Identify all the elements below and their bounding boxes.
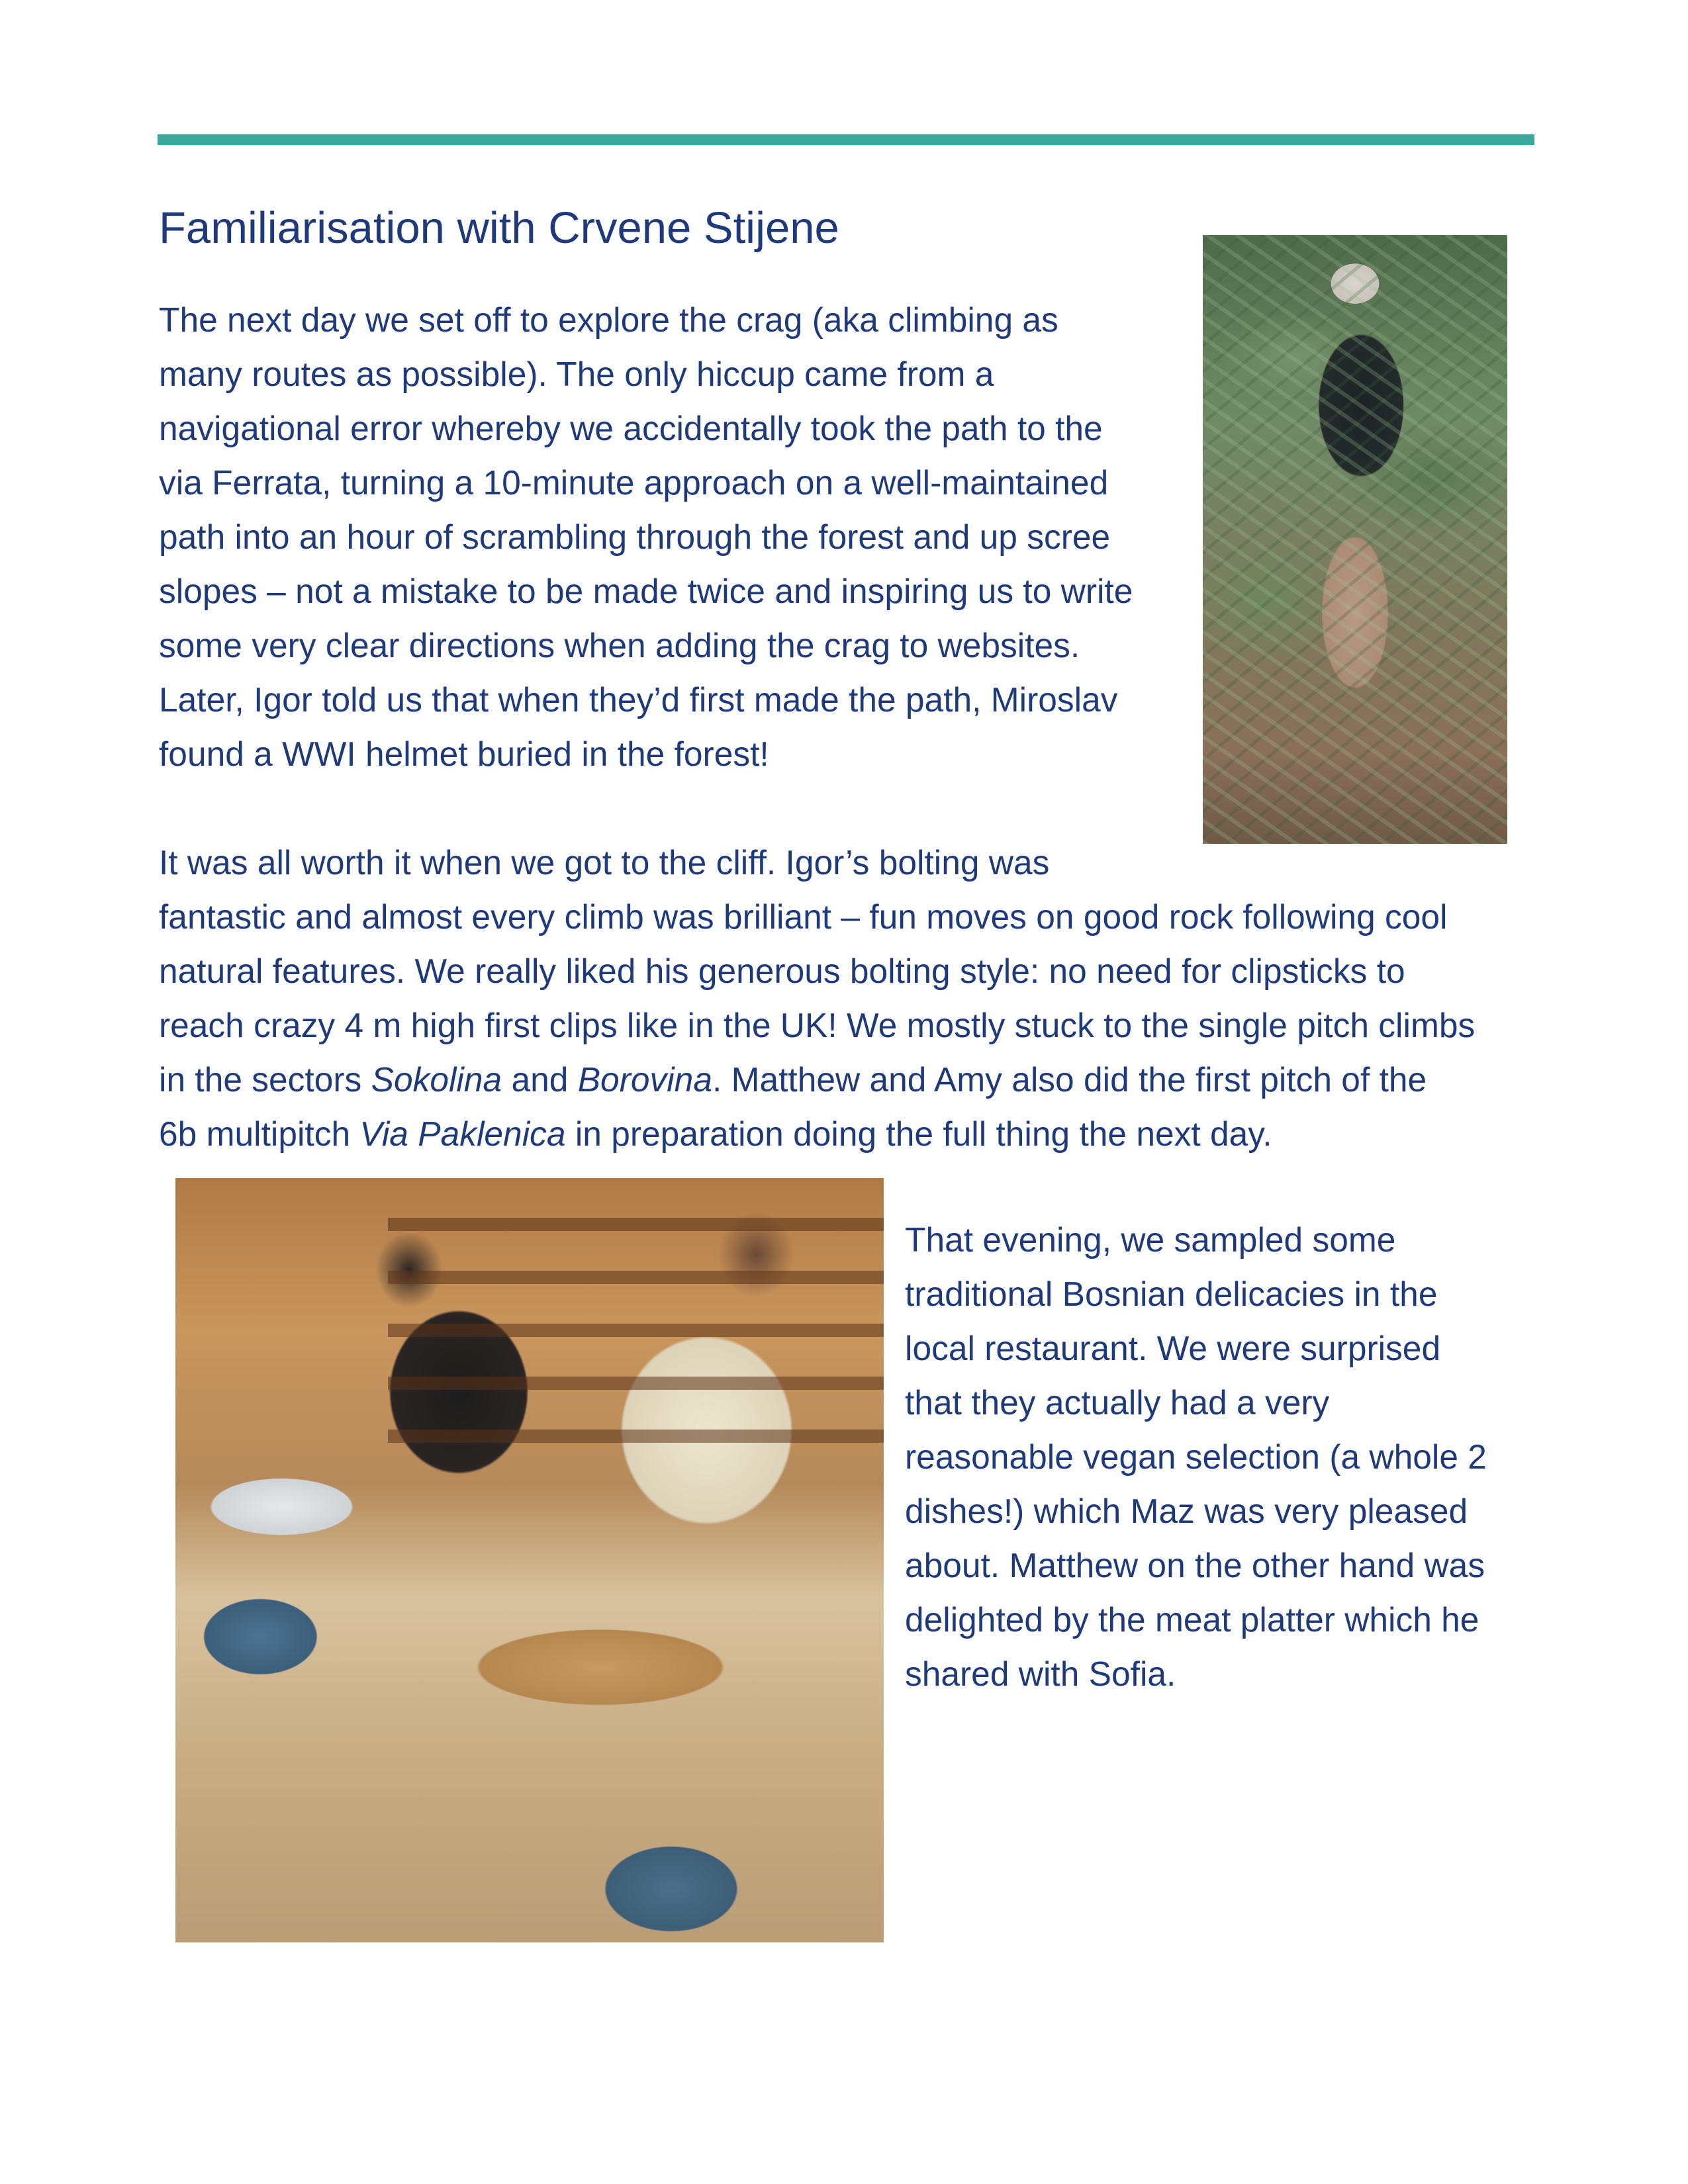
text-run: and — [502, 1060, 578, 1099]
foliage-texture — [1203, 235, 1507, 844]
text-line: dishes!) which Maz was very pleased — [905, 1492, 1468, 1530]
restaurant-dinner-photo — [175, 1178, 884, 1942]
text-line: Later, Igor told us that when they’d first made the path, Miroslav — [159, 680, 1118, 719]
text-line: reasonable vegan selection (a whole 2 — [905, 1437, 1487, 1476]
text-line: via Ferrata, turning a 10-minute approach on a well-maintained — [159, 463, 1109, 502]
text-line: That evening, we sampled some — [905, 1220, 1396, 1259]
text-line: The next day we set off to explore the crag (aka climbing as — [159, 300, 1058, 339]
paragraph-evening-dinner — [905, 1212, 1487, 1701]
text-line: natural features. We really liked his generous bolting style: no need for clipsticks to — [159, 952, 1405, 990]
paragraph-cliff-climbing — [159, 835, 1475, 1161]
paragraph-crag-approach — [159, 293, 1133, 781]
text-line: found a WWI helmet buried in the forest! — [159, 735, 769, 773]
text-run: in preparation doing the full thing the next day. — [565, 1115, 1272, 1153]
text-line: slopes – not a mistake to be made twice and inspiring us to write — [159, 572, 1133, 610]
text-line: that they actually had a very — [905, 1383, 1330, 1422]
text-run: . Matthew and Amy also did the first pitch of the — [712, 1060, 1427, 1099]
text-line: reach crazy 4 m high first clips like in the UK! We mostly stuck to the single pitch climbs — [159, 1006, 1476, 1044]
route-name: Via Paklenica — [359, 1115, 566, 1153]
text-line — [159, 1052, 1475, 1107]
text-line: delighted by the meat platter which he — [905, 1600, 1479, 1639]
section-heading: Familiarisation with Crvene Stijene — [159, 203, 839, 253]
text-line: navigational error whereby we accidentally took the path to the — [159, 409, 1103, 447]
sector-name-borovina: Borovina — [577, 1060, 712, 1099]
text-line: traditional Bosnian delicacies in the — [905, 1275, 1438, 1313]
text-run: 6b multipitch — [159, 1115, 360, 1153]
text-line: path into an hour of scrambling through the forest and up scree — [159, 518, 1111, 556]
text-line: about. Matthew on the other hand was — [905, 1546, 1485, 1584]
sector-name-sokolina: Sokolina — [371, 1060, 502, 1099]
text-line: some very clear directions when adding the crag to websites. — [159, 626, 1080, 664]
accent-rule — [158, 134, 1534, 145]
text-line: shared with Sofia. — [905, 1655, 1176, 1693]
hiker-in-forest-photo — [1203, 235, 1507, 844]
wine-shelf-texture — [388, 1178, 884, 1469]
text-line: It was all worth it when we got to the cliff. Igor’s bolting was — [159, 843, 1050, 882]
text-line — [159, 1107, 1475, 1161]
text-line: local restaurant. We were surprised — [905, 1329, 1441, 1367]
text-line: fantastic and almost every climb was brilliant – fun moves on good rock following cool — [159, 897, 1448, 936]
text-line: many routes as possible). The only hiccup came from a — [159, 355, 994, 393]
text-run: in the sectors — [159, 1060, 371, 1099]
